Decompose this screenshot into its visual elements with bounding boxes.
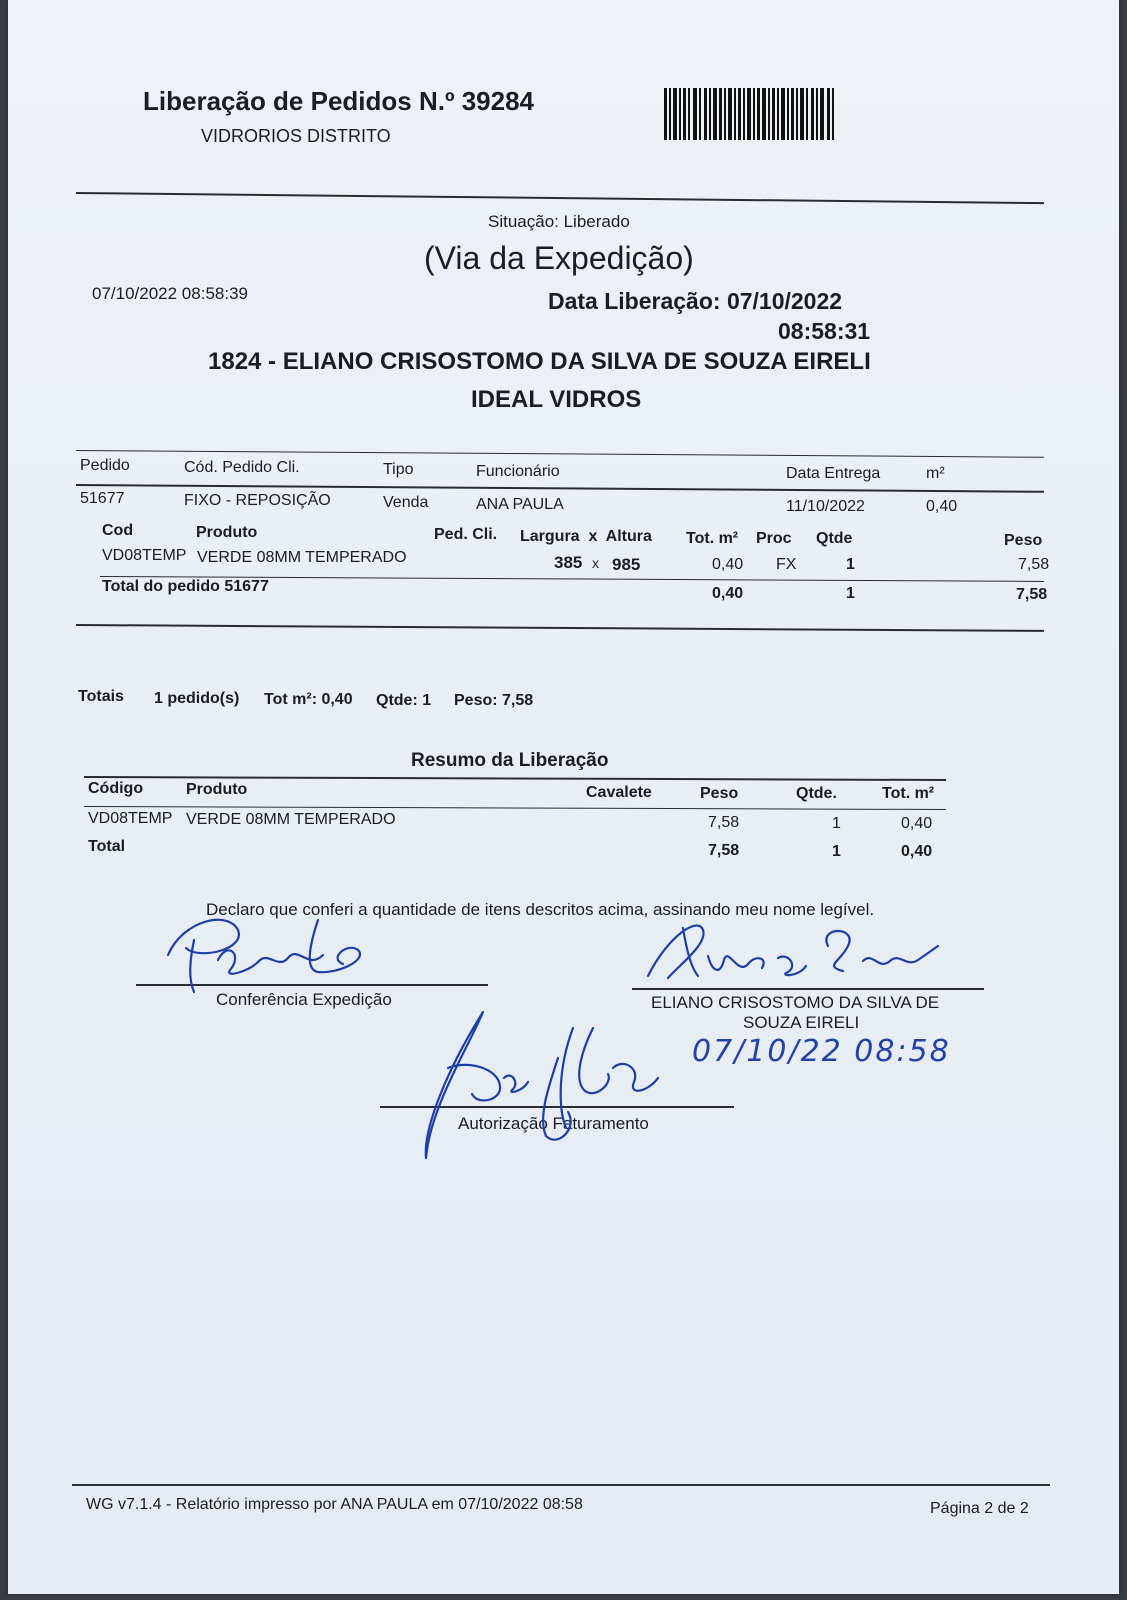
col-header-funcionario: Funcionário — [476, 463, 560, 480]
item-produto: VERDE 08MM TEMPERADO — [197, 549, 407, 566]
item-qtde: 1 — [846, 556, 855, 573]
order-table-bottom-rule — [76, 624, 1044, 632]
document-title: Liberação de Pedidos N.º 39284 — [143, 86, 534, 116]
declaration-text: Declaro que conferi a quantidade de itens descritos acima, assinando meu nome legível. — [206, 900, 875, 919]
order-pedido: 51677 — [80, 490, 125, 507]
item-largura: 385 — [554, 553, 583, 572]
summary-header-qtde: Qtde. — [796, 785, 837, 802]
summary-row-peso: 7,58 — [708, 814, 740, 831]
signature-client-line2: SOUZA EIRELI — [743, 1013, 860, 1032]
totals-label: Totais — [78, 688, 124, 705]
summary-title: Resumo da Liberação — [411, 750, 609, 771]
order-total-label: Total do pedido 51677 — [102, 578, 269, 595]
client-trade-name: IDEAL VIDROS — [471, 386, 642, 413]
item-cod: VD08TEMP — [102, 547, 187, 564]
summary-total-qtde: 1 — [832, 843, 841, 860]
order-total-qtde: 1 — [846, 585, 855, 602]
totals-tot-m2: Tot m²: 0,40 — [264, 691, 353, 708]
order-tipo: Venda — [383, 494, 429, 511]
company-name: VIDRORIOS DISTRITO — [201, 126, 391, 146]
order-funcionario: ANA PAULA — [476, 496, 564, 513]
order-m2: 0,40 — [926, 498, 958, 515]
order-total-tot-m2: 0,40 — [712, 585, 744, 602]
item-header-peso: Peso — [1004, 532, 1043, 549]
totals-peso: Peso: 7,58 — [454, 692, 534, 709]
signature-client-line1: ELIANO CRISOSTOMO DA SILVA DE — [651, 993, 940, 1012]
signature-label-expedicao: Conferência Expedição — [216, 990, 392, 1009]
totals-qtde: Qtde: 1 — [376, 692, 432, 709]
summary-row-tot-m2: 0,40 — [901, 815, 933, 832]
summary-row-produto: VERDE 08MM TEMPERADO — [186, 811, 396, 828]
header-divider — [76, 192, 1044, 204]
summary-total-peso: 7,58 — [708, 842, 740, 859]
summary-header-produto: Produto — [186, 781, 248, 798]
item-altura: 985 — [612, 555, 641, 574]
order-data-entrega: 11/10/2022 — [786, 498, 865, 515]
item-header-qtde: Qtde — [816, 530, 853, 547]
item-header-tot-m2: Tot. m² — [686, 530, 739, 547]
summary-header-codigo: Código — [88, 780, 144, 797]
signature-client — [628, 916, 958, 996]
summary-row-qtde: 1 — [832, 815, 841, 832]
summary-header-rule — [84, 806, 946, 810]
col-header-tipo: Tipo — [383, 461, 414, 478]
release-time: 08:58:31 — [778, 318, 871, 344]
item-header-largura-altura: Largura x Altura — [520, 528, 652, 545]
release-date: Data Liberação: 07/10/2022 — [548, 288, 843, 314]
footer-print-info: WG v7.1.4 - Relatório impresso por ANA PAULA em 07/10/2022 08:58 — [86, 1496, 583, 1513]
footer-page-number: Página 2 de 2 — [930, 1500, 1029, 1517]
order-cod-pedido-cli: FIXO - REPOSIÇÃO — [184, 492, 331, 509]
col-header-data-entrega: Data Entrega — [786, 465, 881, 482]
item-x: x — [592, 555, 599, 571]
item-peso: 7,58 — [1018, 556, 1050, 573]
summary-header-cavalete: Cavalete — [586, 784, 652, 801]
item-header-proc: Proc — [756, 530, 792, 547]
summary-total-label: Total — [88, 838, 126, 855]
summary-row-codigo: VD08TEMP — [88, 810, 173, 827]
col-header-pedido: Pedido — [80, 457, 130, 474]
order-total-peso: 7,58 — [1016, 586, 1048, 603]
signature-faturamento — [408, 1008, 668, 1168]
footer-divider — [72, 1484, 1050, 1486]
item-tot-m2: 0,40 — [712, 556, 744, 573]
signature-expedicao — [158, 900, 388, 1000]
totals-pedidos: 1 pedido(s) — [154, 690, 240, 707]
item-header-produto: Produto — [196, 524, 258, 541]
order-table-top-rule — [76, 450, 1044, 458]
copy-label: (Via da Expedição) — [424, 240, 694, 276]
barcode — [664, 88, 834, 140]
signature-label-faturamento: Autorização Faturamento — [458, 1114, 649, 1133]
document-page — [8, 0, 1119, 1594]
client-name: 1824 - ELIANO CRISOSTOMO DA SILVA DE SOUZA EIRELI — [208, 348, 871, 375]
status-text: Situação: Liberado — [488, 212, 630, 231]
summary-header-peso: Peso — [700, 785, 739, 802]
col-header-cod-pedido-cli: Cód. Pedido Cli. — [184, 459, 300, 476]
item-proc: FX — [776, 556, 797, 573]
summary-total-tot-m2: 0,40 — [901, 843, 933, 860]
item-header-cod: Cod — [102, 522, 134, 539]
print-timestamp: 07/10/2022 08:58:39 — [92, 284, 248, 303]
handwritten-date: 07/10/22 08:58 — [692, 1034, 951, 1069]
item-header-ped-cli: Ped. Cli. — [434, 526, 498, 543]
col-header-m2: m² — [926, 465, 945, 482]
summary-header-tot-m2: Tot. m² — [882, 785, 935, 802]
